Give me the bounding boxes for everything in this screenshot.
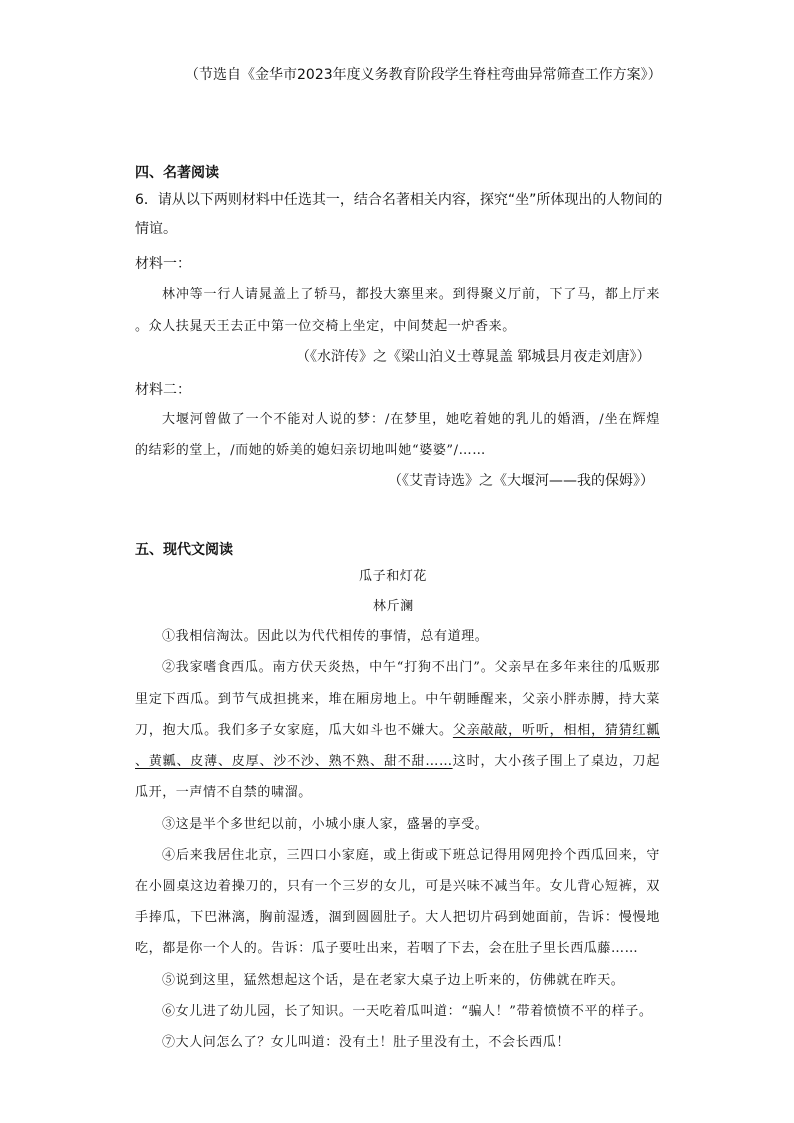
section-heading-modern-reading: 五、现代文阅读 bbox=[135, 542, 233, 558]
material-1-source: （《水浒传》之《梁山泊义士尊晁盖 郓城县月夜走刘唐》） bbox=[296, 349, 651, 365]
paragraph-1: ①我相信淘汰。因此以为代代相传的事情，总有道理。 bbox=[162, 629, 489, 644]
paragraph-3: ③这是半个多世纪以前，小城小康人家，盛暑的享受。 bbox=[162, 817, 489, 832]
question-6-line-1: 6．请从以下两则材料中任选其一，结合名著相关内容，探究“坐”所体现出的人物间的 bbox=[135, 192, 663, 208]
paragraph-2-line-3 bbox=[135, 721, 660, 741]
article-title: 瓜子和灯花 bbox=[359, 569, 428, 584]
paragraph-2-line-4-text: 这时，大小孩子围上了桌边，刀起 bbox=[452, 754, 660, 769]
paragraph-2-line-5: 瓜开，一声情不自禁的啸溜。 bbox=[135, 785, 312, 800]
source-citation: （节选自《金华市2023年度义务教育阶段学生脊柱弯曲异常筛查工作方案》） bbox=[185, 67, 662, 83]
paragraph-2-line-2: 里定下西瓜。到节气成担挑来，堆在厢房地上。中午朝睡醒来，父亲小胖赤膊，持大菜 bbox=[135, 692, 660, 707]
paragraph-5: ⑤说到这里，猛然想起这个话，是在老家大桌子边上听来的，仿佛就在昨天。 bbox=[162, 973, 625, 988]
paragraph-6: ⑥女儿进了幼儿园，长了知识。一天吃着瓜叫道：“骗人！”带着愤愤不平的样子。 bbox=[162, 1004, 653, 1019]
paragraph-7: ⑦大人问怎么了？女儿叫道：没有土！肚子里没有土，不会长西瓜！ bbox=[162, 1035, 571, 1050]
question-6-line-2: 情谊。 bbox=[135, 221, 177, 237]
underlined-phrase-part-2: 、黄瓤、皮薄、皮厚、沙不沙、熟不熟、甜不甜…… bbox=[135, 754, 453, 769]
material-1-line-2: 。众人扶晁天王去正中第一位交椅上坐定，中间焚起一炉香来。 bbox=[135, 319, 516, 334]
material-2-source: （《艾青诗选》之《大堰河——我的保姆》） bbox=[388, 473, 654, 489]
article-author: 林斤澜 bbox=[373, 599, 414, 614]
section-heading-famous-works: 四、名著阅读 bbox=[135, 165, 219, 181]
paragraph-2-line-1: ②我家嗜食西瓜。南方伏天炎热，中午“打狗不出门”。父亲早在多年来往的瓜贩那 bbox=[162, 660, 660, 675]
paragraph-2-line-4 bbox=[135, 752, 660, 772]
paragraph-4-line-2: 在小圆桌这边着操刀的，只有一个三岁的女儿，可是兴味不减当年。女儿背心短裤，双 bbox=[135, 879, 660, 894]
material-1-line-1: 林冲等一行人请晁盖上了轿马，都投大寨里来。到得聚义厅前，下了马，都上厅来 bbox=[162, 287, 660, 302]
paragraph-4-line-3: 手捧瓜，下巴淋漓，胸前湿透，涸到圆圆肚子。大人把切片码到她面前，告诉：慢慢地 bbox=[135, 910, 660, 925]
paragraph-4-line-4: 吃，都是你一个人的。告诉：瓜子要吐出来，若咽了下去，会在肚子里长西瓜藤…… bbox=[135, 941, 639, 956]
material-1-label: 材料一： bbox=[135, 256, 191, 272]
material-2-line-2: 的结彩的堂上，/而她的娇美的媳妇亲切地叫她“婆婆”/…… bbox=[135, 443, 486, 458]
paragraph-4-line-1: ④后来我居住北京，三四口小家庭，或上街或下班总记得用网兜拎个西瓜回来，守 bbox=[162, 848, 660, 863]
material-2-line-1: 大堰河曾做了一个不能对人说的梦：/在梦里，她吃着她的乳儿的婚酒，/坐在辉煌 bbox=[162, 412, 660, 427]
material-2-label: 材料二： bbox=[135, 382, 191, 398]
paragraph-2-line-3-text: 刀，抱大瓜。我们多子女家庭，瓜大如斗也不嫌大。 bbox=[135, 723, 453, 738]
underlined-phrase-part-1: 父亲敲敲，听听，相相，猜猜红瓤 bbox=[452, 723, 660, 738]
